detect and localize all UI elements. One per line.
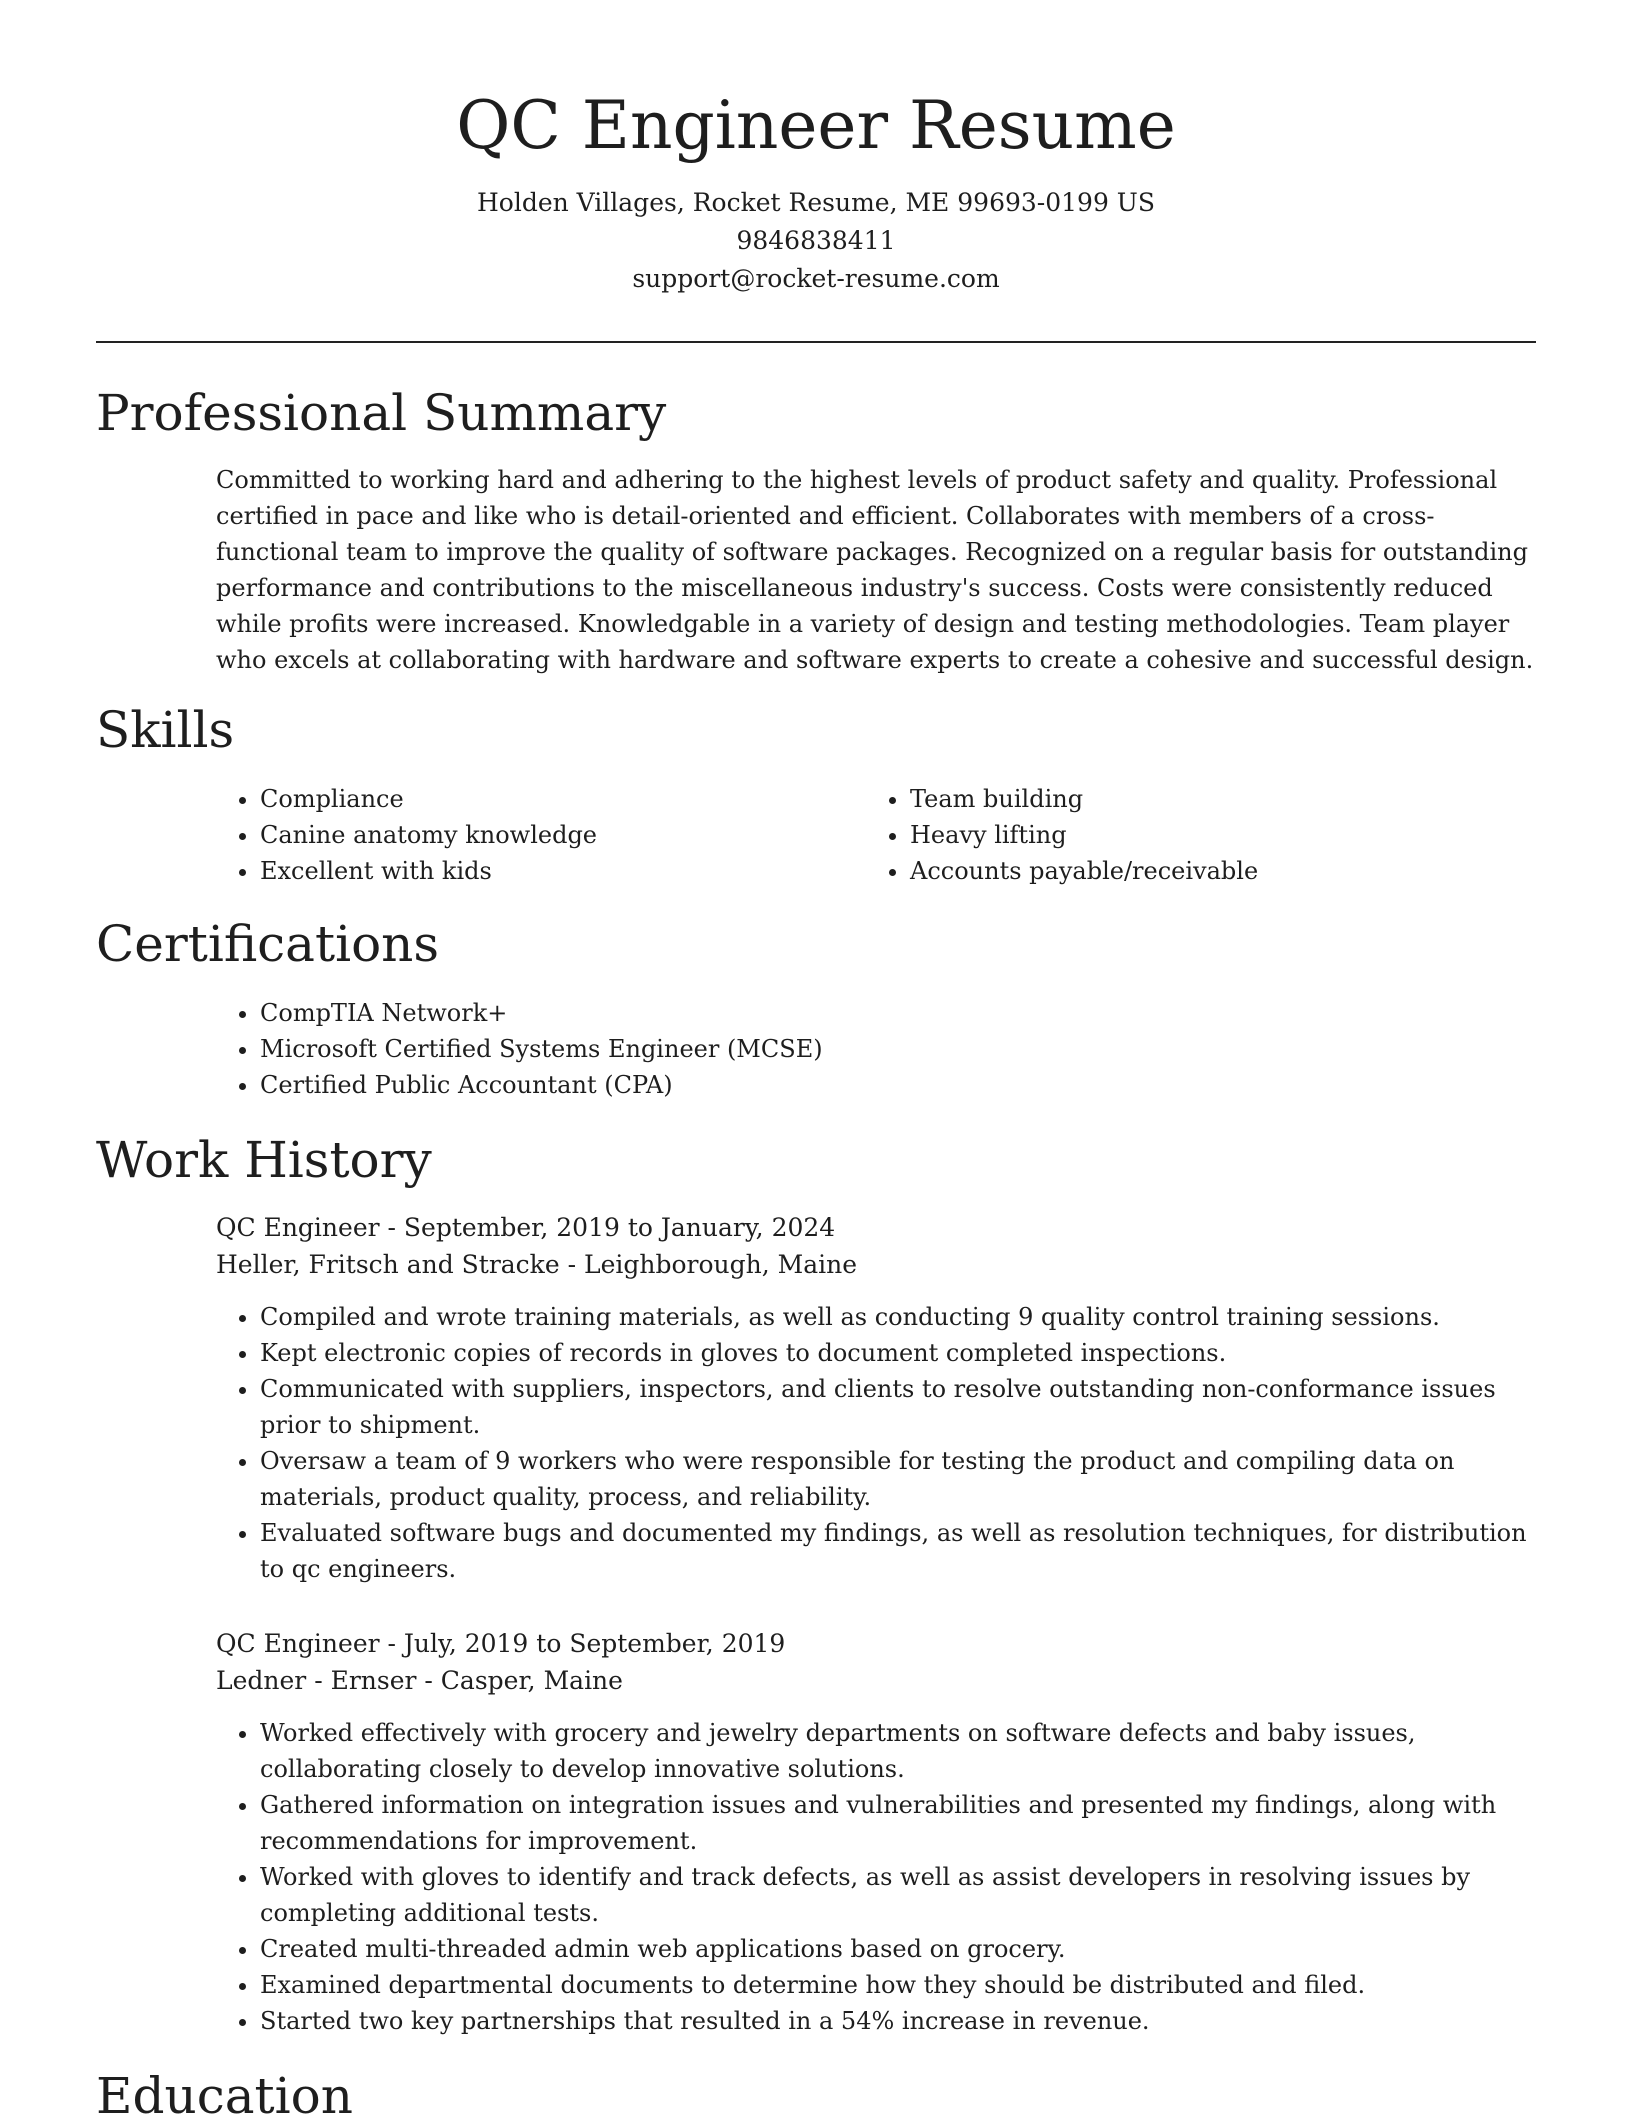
skills-heading: Skills bbox=[96, 701, 235, 759]
summary-heading: Professional Summary bbox=[96, 384, 667, 442]
job-company-line: Ledner - Ernser - Casper, Maine bbox=[216, 1666, 623, 1695]
skill-item: • Canine anatomy knowledge bbox=[260, 817, 856, 853]
job-bullet: • Compiled and wrote training materials, as well as conducting 9 quality control training sessions. bbox=[260, 1299, 1541, 1335]
certifications-heading: Certifications bbox=[96, 915, 440, 973]
job-bullets bbox=[216, 1299, 1541, 1587]
job-bullet: • Examined departmental documents to determine how they should be distributed and filed. bbox=[260, 1967, 1541, 2003]
job-bullet: • Started two key partnerships that resulted in a 54% increase in revenue. bbox=[260, 2003, 1541, 2039]
header-divider bbox=[96, 341, 1536, 343]
certification-item: • Certified Public Accountant (CPA) bbox=[260, 1067, 1536, 1103]
resume-title: QC Engineer Resume bbox=[456, 87, 1176, 164]
contact-address: Holden Villages, Rocket Resume, ME 99693-0199 US bbox=[476, 188, 1155, 217]
job-title-line: QC Engineer - July, 2019 to September, 2019 bbox=[216, 1629, 786, 1658]
skill-item: • Accounts payable/receivable bbox=[910, 853, 1506, 889]
certification-item: • CompTIA Network+ bbox=[260, 995, 1536, 1031]
job-bullet: • Worked effectively with grocery and jewelry departments on software defects and baby issues, collaborating closely to develop innovative solutions. bbox=[260, 1715, 1541, 1787]
work-history-heading: Work History bbox=[96, 1131, 432, 1189]
skill-item: • Excellent with kids bbox=[260, 853, 856, 889]
contact-phone: 9846838411 bbox=[736, 226, 896, 255]
job-bullet: • Communicated with suppliers, inspectors, and clients to resolve outstanding non-conformance issues prior to shipment. bbox=[260, 1371, 1541, 1443]
job-bullet: • Evaluated software bugs and documented my findings, as well as resolution techniques, for distribution to qc engineers. bbox=[260, 1515, 1541, 1587]
skill-item: • Team building bbox=[910, 781, 1506, 817]
job-entry bbox=[216, 1625, 1541, 2039]
skill-item: • Compliance bbox=[260, 781, 856, 817]
skill-item: • Heavy lifting bbox=[910, 817, 1506, 853]
job-bullet: • Gathered information on integration issues and vulnerabilities and presented my findings, along with recommendations for improvement. bbox=[260, 1787, 1541, 1859]
summary-text: Committed to working hard and adhering to the highest levels of product safety and quality. Professional certified in pace and like who is detail-oriented and efficient. Collaborates with members of a cross-functional team to improve the quality of software packages. Recognized on a regular basis for outstanding performance and contributions to the miscellaneous industry's success. Costs were consistently reduced while profits were increased. Knowledgable in a variety of design and testing methodologies. Team player who excels at collaborating with hardware and software experts to create a cohesive and successful design. bbox=[216, 466, 1534, 674]
contact-email: support@rocket-resume.com bbox=[632, 264, 1000, 293]
job-company-line: Heller, Fritsch and Stracke - Leighborough, Maine bbox=[216, 1250, 858, 1279]
education-heading: Education bbox=[96, 2067, 353, 2125]
certifications-list bbox=[216, 995, 1536, 1103]
job-bullet: • Oversaw a team of 9 workers who were responsible for testing the product and compiling data on materials, product quality, process, and reliability. bbox=[260, 1443, 1541, 1515]
job-bullets bbox=[216, 1715, 1541, 2039]
job-bullet: • Worked with gloves to identify and track defects, as well as assist developers in resolving issues by completing additional tests. bbox=[260, 1859, 1541, 1931]
job-title-line: QC Engineer - September, 2019 to January, 2024 bbox=[216, 1213, 836, 1242]
skills-column-right bbox=[866, 781, 1506, 889]
job-bullet: • Created multi-threaded admin web applications based on grocery. bbox=[260, 1931, 1541, 1967]
certification-item: • Microsoft Certified Systems Engineer (MCSE) bbox=[260, 1031, 1536, 1067]
job-entry bbox=[216, 1209, 1541, 1587]
resume-header bbox=[96, 82, 1536, 298]
job-bullet: • Kept electronic copies of records in gloves to document completed inspections. bbox=[260, 1335, 1541, 1371]
skills-column-left bbox=[216, 781, 856, 889]
